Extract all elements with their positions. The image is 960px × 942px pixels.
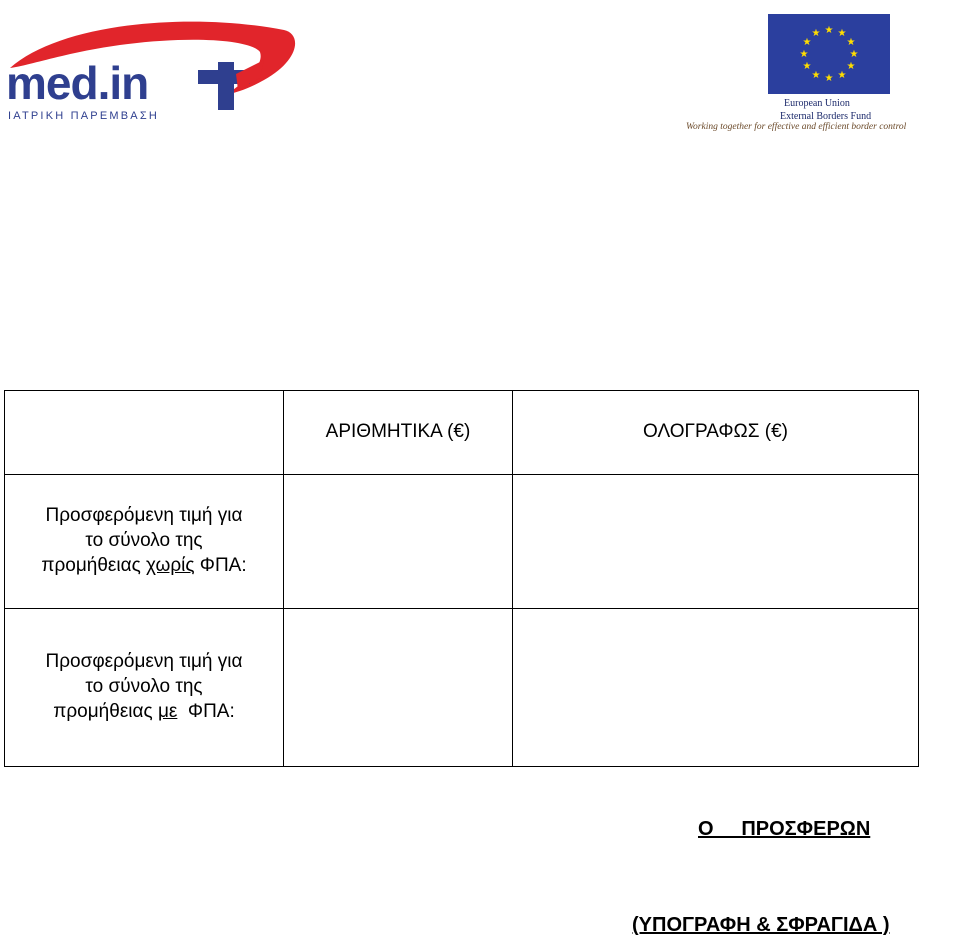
svg-text:★: ★	[824, 25, 834, 36]
label-text: προμήθειας	[53, 700, 158, 722]
svg-text:★: ★	[811, 70, 821, 81]
table-row-without-vat	[5, 475, 919, 609]
in-words-value-without-vat[interactable]	[513, 475, 919, 609]
svg-text:★: ★	[799, 49, 809, 60]
header-in-words: ΟΛΟΓΡΑΦΩΣ (€)	[513, 391, 919, 475]
svg-text:★: ★	[824, 73, 834, 84]
numeric-value-without-vat[interactable]	[284, 475, 513, 609]
eu-motto: Working together for effective and efficient border control	[686, 122, 907, 132]
eu-name: European Union	[784, 98, 850, 109]
price-offer-table	[4, 390, 919, 767]
table-header-row	[5, 391, 919, 475]
svg-text:★: ★	[811, 28, 821, 39]
label-line	[5, 700, 283, 725]
medin-subtitle: ΙΑΤΡΙΚΗ ΠΑΡΕΜΒΑΣΗ	[8, 110, 159, 122]
row-label-without-vat	[5, 475, 284, 609]
label-line: Προσφερόμενη τιμή για	[45, 505, 243, 527]
label-line	[5, 554, 283, 579]
label-line: Προσφερόμενη τιμή για	[45, 651, 243, 673]
svg-text:★: ★	[846, 37, 856, 48]
svg-text:★: ★	[837, 28, 847, 39]
svg-text:★: ★	[802, 37, 812, 48]
label-text: προμήθειας	[41, 554, 147, 576]
svg-text:★: ★	[802, 61, 812, 72]
svg-text:★: ★	[849, 49, 859, 60]
medin-logo	[2, 20, 302, 122]
label-line: το σύνολο της	[85, 530, 203, 552]
label-emphasis-with: με	[157, 700, 178, 722]
eu-flag-icon	[768, 14, 890, 94]
label-text: ΦΠΑ:	[177, 700, 235, 722]
svg-text:★: ★	[837, 70, 847, 81]
eu-stars-icon	[768, 14, 890, 94]
label-line: το σύνολο της	[85, 676, 203, 698]
header-empty-cell	[5, 391, 284, 475]
medin-brand-text: med.in	[6, 57, 149, 109]
label-emphasis-without: χωρίς	[146, 554, 195, 576]
eu-fund-name: External Borders Fund	[780, 111, 872, 122]
in-words-value-with-vat[interactable]	[513, 609, 919, 767]
signature-stamp-label: (ΥΠΟΓΡΑΦΗ & ΣΦΡΑΓΙΔΑ )	[632, 914, 890, 936]
svg-text:★: ★	[846, 61, 856, 72]
table-row-with-vat	[5, 609, 919, 767]
label-text: ΦΠΑ:	[194, 554, 247, 576]
offeror-label: Ο ΠΡΟΣΦΕΡΩΝ	[698, 818, 871, 840]
numeric-value-with-vat[interactable]	[284, 609, 513, 767]
header-numeric: ΑΡΙΘΜΗΤΙΚΑ (€)	[284, 391, 513, 475]
eu-logo	[686, 12, 958, 137]
row-label-with-vat	[5, 609, 284, 767]
